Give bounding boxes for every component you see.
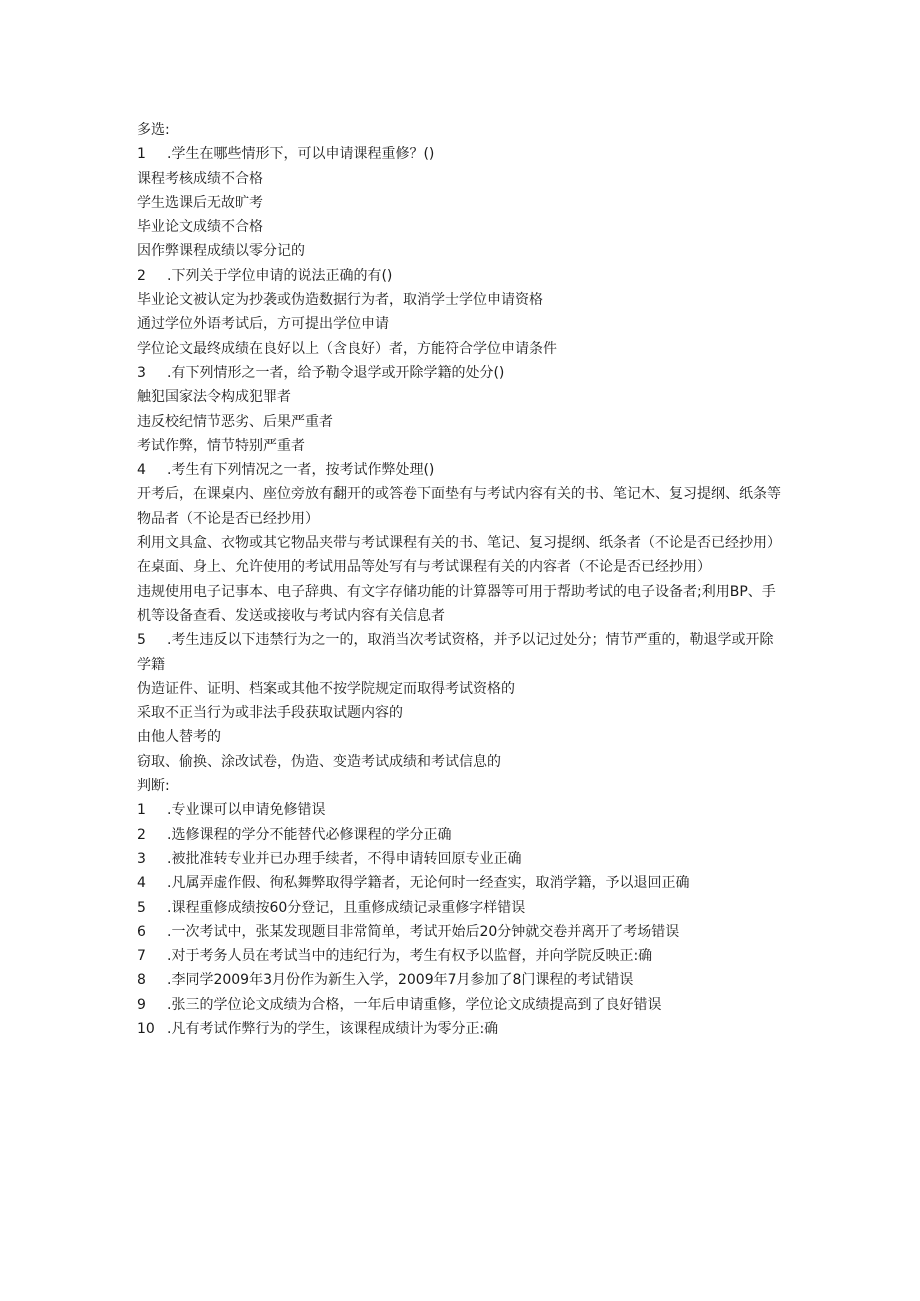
question-3	[137, 361, 782, 385]
item-number: 5	[137, 899, 146, 916]
question-number: 4	[137, 462, 146, 479]
item-text: .课程重修成绩按60分登记，且重修成绩记录重修字样错误	[167, 899, 526, 916]
option: 窃取、偷换、涂改试卷，伪造、变造考试成绩和考试信息的	[137, 753, 501, 770]
item-text: .张三的学位论文成绩为合格，一年后申请重修，学位论文成绩提高到了良好错误	[167, 996, 662, 1013]
judgment-heading: 判断:	[137, 778, 170, 795]
question-text: .下列关于学位申请的说法正确的有()	[167, 267, 393, 284]
judgment-item	[137, 944, 782, 968]
option: 开考后，在课桌内、座位旁放有翻开的或答卷下面垫有与考试内容有关的书、笔记木、复习提纲、纸条等物品者（不论是否已经抄用）	[137, 486, 781, 527]
option: 考试作弊，情节特别严重者	[137, 437, 305, 454]
option: 学生选课后无故旷考	[137, 194, 263, 211]
question-number: 1	[137, 146, 146, 163]
item-text: .凡属弄虚作假、徇私舞弊取得学籍者，无论何时一经查实，取消学籍，予以退回正确	[167, 875, 690, 892]
item-number: 8	[137, 972, 146, 989]
question-text: .学生在哪些情形下，可以申请课程重修？()	[167, 146, 435, 163]
judgment-item	[137, 968, 782, 992]
item-text: .一次考试中，张某发现题目非常简单，考试开始后20分钟就交卷并离开了考场错误	[167, 923, 680, 940]
judgment-item	[137, 847, 782, 871]
item-text: .被批准转专业并已办理手续者，不得申请转回原专业正确	[167, 850, 522, 867]
option: 违规使用电子记事本、电子辞典、有文字存储功能的计算器等可用于帮助考试的电子设备者;利用BP、手机等设备查看、发送或接收与考试内容有关信息者	[137, 583, 776, 624]
judgment-item	[137, 798, 782, 822]
question-number: 3	[137, 364, 146, 381]
option: 在桌面、身上、允许使用的考试用品等处写有与考试课程有关的内容者（不论是否已经抄用）	[137, 559, 711, 576]
judgment-item	[137, 993, 782, 1017]
item-text: .凡有考试作弊行为的学生，该课程成绩计为零分正:确	[167, 1020, 499, 1037]
item-number: 9	[137, 996, 146, 1013]
item-number: 4	[137, 875, 146, 892]
option: 通过学位外语考试后，方可提出学位申请	[137, 316, 389, 333]
item-number: 10	[137, 1020, 155, 1037]
question-5	[137, 628, 782, 677]
option: 毕业论文成绩不合格	[137, 219, 263, 236]
option: 毕业论文被认定为抄袭或伪造数据行为者，取消学士学位申请资格	[137, 292, 543, 309]
item-text: .李同学2009年3月份作为新生入学，2009年7月参加了8门课程的考试错误	[167, 972, 634, 989]
option: 课程考核成绩不合格	[137, 170, 263, 187]
option: 学位论文最终成绩在良好以上（含良好）者，方能符合学位申请条件	[137, 340, 557, 357]
multi-choice-heading: 多选:	[137, 122, 170, 138]
option: 由他人替考的	[137, 729, 221, 746]
question-text: .考生有下列情况之一者，按考试作弊处理()	[167, 462, 435, 479]
question-text: .考生违反以下违禁行为之一的，取消当次考试资格，并予以记过处分；情节严重的，勒退学或开除学籍	[137, 632, 774, 673]
item-number: 6	[137, 923, 146, 940]
item-number: 3	[137, 850, 146, 867]
judgment-item	[137, 1017, 782, 1041]
question-4	[137, 458, 782, 482]
option: 利用文具盒、衣物或其它物品夹带与考试课程有关的书、笔记、复习提纲、纸条者（不论是否已经抄用）	[137, 535, 781, 552]
judgment-item	[137, 920, 782, 944]
item-number: 1	[137, 802, 146, 819]
item-number: 7	[137, 948, 146, 965]
item-number: 2	[137, 826, 146, 843]
item-text: .选修课程的学分不能替代必修课程的学分正确	[167, 826, 452, 843]
item-text: .专业课可以申请免修错误	[167, 802, 326, 819]
option: 伪造证件、证明、档案或其他不按学院规定而取得考试资格的	[137, 680, 515, 697]
question-1	[137, 142, 782, 166]
option: 触犯国家法令构成犯罪者	[137, 389, 291, 406]
judgment-item	[137, 823, 782, 847]
option: 违反校纪情节恶劣、后果严重者	[137, 413, 333, 430]
question-number: 5	[137, 632, 146, 649]
option: 采取不正当行为或非法手段获取试题内容的	[137, 705, 403, 722]
question-2	[137, 264, 782, 288]
question-text: .有下列情形之一者，给予勒令退学或开除学籍的处分()	[167, 364, 505, 381]
question-number: 2	[137, 267, 146, 284]
item-text: .对于考务人员在考试当中的违纪行为，考生有权予以监督，并向学院反映正:确	[167, 948, 653, 965]
judgment-item	[137, 871, 782, 895]
judgment-item	[137, 896, 782, 920]
option: 因作弊课程成绩以零分记的	[137, 243, 305, 260]
document-page	[137, 118, 782, 1041]
